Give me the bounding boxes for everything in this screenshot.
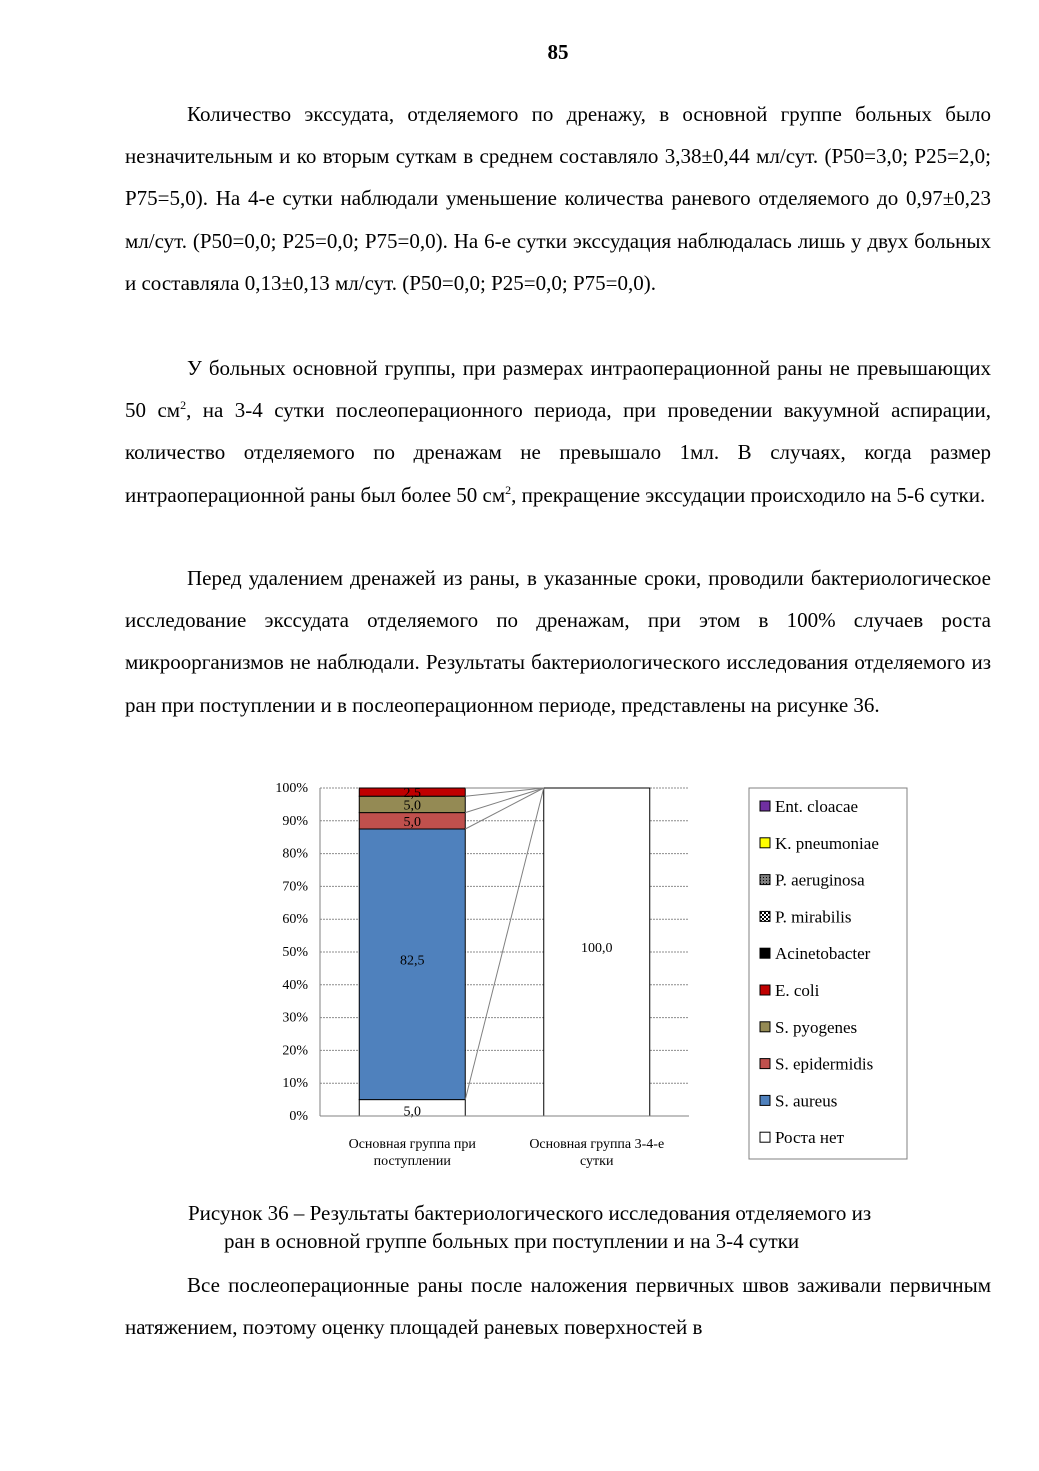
legend-label: S. pyogenes: [775, 1017, 858, 1037]
y-tick-label: 70%: [282, 879, 308, 895]
y-tick-label: 30%: [282, 1010, 308, 1026]
y-tick-label: 60%: [282, 912, 308, 928]
figure-caption: [188, 1199, 998, 1255]
legend-swatch: [760, 838, 770, 848]
y-tick-label: 80%: [282, 846, 308, 862]
data-label: 82,5: [400, 953, 425, 969]
legend-label: Acinetobacter: [775, 944, 871, 964]
legend-label: P. aeruginosa: [775, 870, 865, 890]
legend-label: Роста нет: [775, 1128, 845, 1148]
data-label: 5,0: [403, 1104, 421, 1120]
series-connector: [465, 788, 544, 1100]
legend-swatch: [760, 948, 770, 958]
legend-label: S. epidermidis: [775, 1054, 874, 1074]
data-label: 2,5: [403, 786, 421, 802]
legend-label: Ent. cloacae: [775, 797, 859, 816]
paragraph-2: [125, 347, 991, 516]
paragraph-1: Количество экссудата, отделяемого по дренажу, в основной группе больных было незначительным и ко вторым суткам в среднем составляло 3,38±0,44 мл/сут. (P50=3,0; P25=2,0; P75=5,0). На 4-е сутки наблюдали уменьшение количества раневого отделяемого до 0,97±0,23 мл/сут. (P50=0,0; P25=0,0; P75=0,0). На 6-е сутки экссудация наблюдалась лишь у двух больных и составляла 0,13±0,13 мл/сут. (P50=0,0; P25=0,0; P75=0,0).: [125, 102, 991, 295]
superscript-2-b: 2: [505, 482, 512, 497]
superscript-2-a: 2: [180, 398, 187, 413]
legend-label: E. coli: [775, 981, 820, 1000]
y-tick-label: 50%: [282, 945, 308, 960]
legend-label: P. mirabilis: [775, 907, 852, 927]
legend-swatch: [760, 1095, 770, 1105]
page-number: 85: [547, 40, 569, 64]
y-tick-label: 100%: [275, 781, 308, 796]
y-tick-label: 20%: [282, 1043, 308, 1059]
legend-swatch: [760, 875, 770, 885]
y-tick-label: 10%: [282, 1076, 308, 1092]
legend-swatch: [760, 1059, 770, 1069]
legend-swatch: [760, 1022, 770, 1032]
legend-swatch: [760, 911, 770, 921]
data-label: 100,0: [581, 941, 613, 956]
y-tick-label: 0%: [289, 1109, 308, 1124]
legend-swatch: [760, 1132, 770, 1142]
paragraph-2-part-c: , прекращение экссудации происходило на 5-6 сутки.: [511, 482, 986, 507]
y-tick-label: 40%: [282, 977, 308, 993]
x-category-label: Основная группа 3-4-е: [529, 1137, 665, 1152]
legend-label: S. aureus: [775, 1091, 838, 1111]
paragraph-4: Все послеоперационные раны после наложения первичных швов заживали первичным натяжением, поэтому оценку площадей раневых поверхностей в: [125, 1273, 991, 1340]
stacked-bar-chart: [256, 772, 912, 1177]
x-category-label: сутки: [580, 1154, 614, 1169]
data-label: 5,0: [403, 798, 421, 814]
paragraph-2-part-a: У больных основной группы, при размерах интраоперационной раны не превышающих 50 см: [125, 356, 991, 423]
paragraph-2-part-b: , на 3-4 сутки послеоперационного периода, при проведении вакуумной аспирации, количество отделяемого по дренажам не превышало 1мл. В случаях, когда размер интраоперационной раны был более 50 см: [125, 398, 991, 507]
x-category-label: поступлении: [373, 1154, 451, 1169]
legend-label: K. pneumoniae: [775, 833, 879, 853]
paragraph-3: Перед удалением дренажей из раны, в указанные сроки, проводили бактериологическое исследование экссудата отделяемого по дренажам, при этом в 100% случаев роста микроорганизмов не наблюдали. Результаты бактериологического исследования отделяемого из ран при поступлении и в послеоперационном периоде, представлены на рисунке 36.: [125, 566, 991, 717]
legend-swatch: [760, 985, 770, 995]
legend-swatch: [760, 801, 770, 811]
data-label: 5,0: [403, 814, 421, 830]
y-tick-label: 90%: [282, 813, 308, 829]
caption-line-1: Рисунок 36 – Результаты бактериологического исследования отделяемого из: [188, 1201, 872, 1225]
x-category-label: Основная группа при: [348, 1137, 476, 1152]
caption-line-2: ран в основной группе больных при поступлении и на 3-4 сутки: [224, 1229, 800, 1253]
